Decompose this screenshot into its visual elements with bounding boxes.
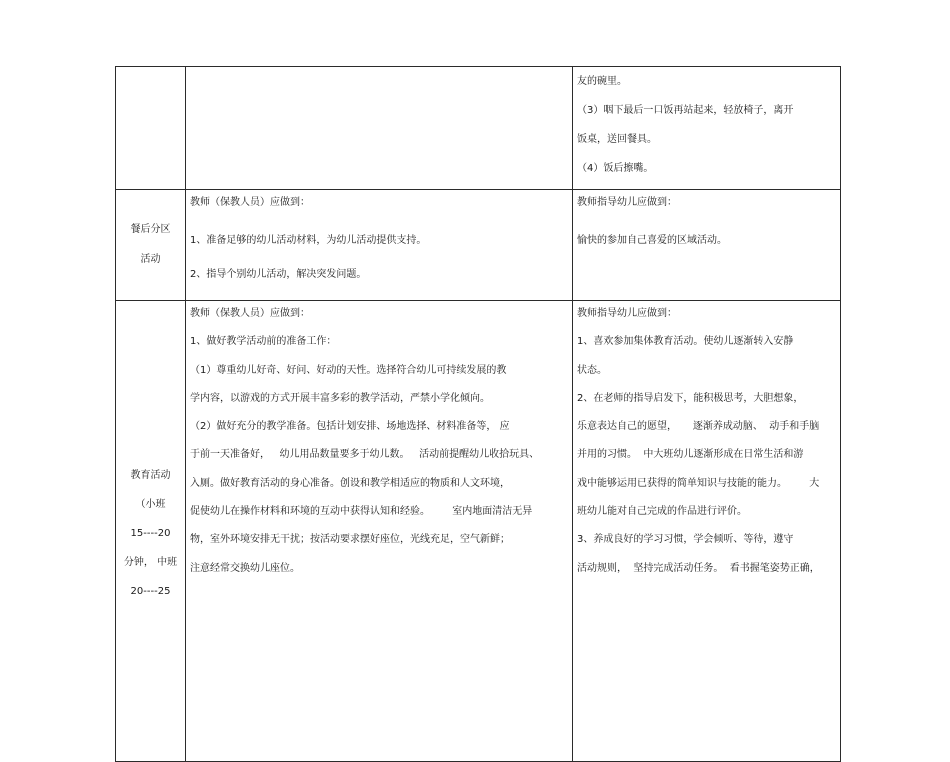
text-line: 乐意表达自己的愿望， 逐渐养成动脑、 动手和手脑 [577, 421, 820, 433]
schedule-table [115, 66, 841, 762]
text-line: 2、在老师的指导启发下，能积极思考，大胆想象， [577, 392, 804, 404]
text-line: 友的碗里。 [577, 76, 627, 87]
text-line: 教师指导幼儿应做到： [577, 197, 677, 208]
text-line: 状态。 [577, 364, 607, 376]
text-line: 活动规则， 坚持完成活动任务。 看书握笔姿势正确， [577, 562, 820, 574]
teacher-duties-cell [186, 67, 573, 190]
text-line: 教师指导幼儿应做到： [577, 308, 677, 319]
text-line: （3）咽下最后一口饭再站起来，轻放椅子，离开 [577, 105, 794, 116]
table-row [116, 67, 841, 190]
text-line: 注意经常交换幼儿座位。 [190, 562, 300, 574]
table-row [116, 301, 841, 762]
child-guidance-cell [573, 301, 841, 762]
row-label-line: （小班 [135, 499, 166, 510]
row-label-cell [116, 301, 186, 762]
text-line: 入厕。做好教育活动的身心准备。创设和教学相适应的物质和人文环境， [190, 477, 510, 489]
text-line: 饭桌，送回餐具。 [577, 134, 657, 145]
child-guidance-cell [573, 67, 841, 190]
text-line: 3、养成良好的学习习惯，学会倾听、等待，遵守 [577, 534, 794, 546]
text-line: 物，室外环境安排无干扰；按活动要求摆好座位，光线充足，空气新鲜； [190, 534, 510, 546]
text-line: （1）尊重幼儿好奇、好问、好动的天性。选择符合幼儿可持续发展的教 [190, 364, 507, 376]
text-line: 2、指导个别幼儿活动，解决突发问题。 [190, 269, 367, 280]
text-line: 班幼儿能对自己完成的作品进行评价。 [577, 506, 747, 518]
row-label-line: 活动 [140, 254, 161, 265]
row-label-cell [116, 190, 186, 301]
row-label-line: 分钟， 中班 [123, 557, 178, 568]
row-label-line: 餐后分区 [130, 224, 171, 235]
text-line: 1、做好教学活动前的准备工作： [190, 336, 337, 348]
text-line: （4）饭后擦嘴。 [577, 163, 654, 174]
text-line: 教师（保教人员）应做到： [190, 197, 310, 208]
text-line: 戏中能够运用已获得的简单知识与技能的能力。 大 [577, 477, 820, 489]
teacher-duties-cell [186, 301, 573, 762]
table-row [116, 190, 841, 301]
row-label-line: 20----25 [130, 586, 171, 597]
text-line: 1、准备足够的幼儿活动材料，为幼儿活动提供支持。 [190, 235, 427, 246]
teacher-duties-cell [186, 190, 573, 301]
text-line: （2）做好充分的教学准备。包括计划安排、场地选择、材料准备等， 应 [190, 421, 510, 433]
text-line: 学内容，以游戏的方式开展丰富多彩的教学活动，严禁小学化倾向。 [190, 392, 490, 404]
text-line: 并用的习惯。 中大班幼儿逐渐形成在日常生活和游 [577, 449, 804, 461]
text-line: 愉快的参加自己喜爱的区域活动。 [577, 235, 727, 246]
text-line: 1、喜欢参加集体教育活动。使幼儿逐渐转入安静 [577, 336, 794, 348]
row-label-line: 教育活动 [130, 470, 171, 481]
child-guidance-cell [573, 190, 841, 301]
text-line: 教师（保教人员）应做到： [190, 308, 310, 319]
text-line: 促使幼儿在操作材料和环境的互动中获得认知和经验。 室内地面清洁无异 [190, 506, 533, 518]
text-line: 于前一天准备好， 幼儿用品数量要多于幼儿数。 活动前提醒幼儿收拾玩具、 [190, 449, 540, 461]
row-label-line: 15----20 [130, 528, 171, 539]
row-label-cell [116, 67, 186, 190]
